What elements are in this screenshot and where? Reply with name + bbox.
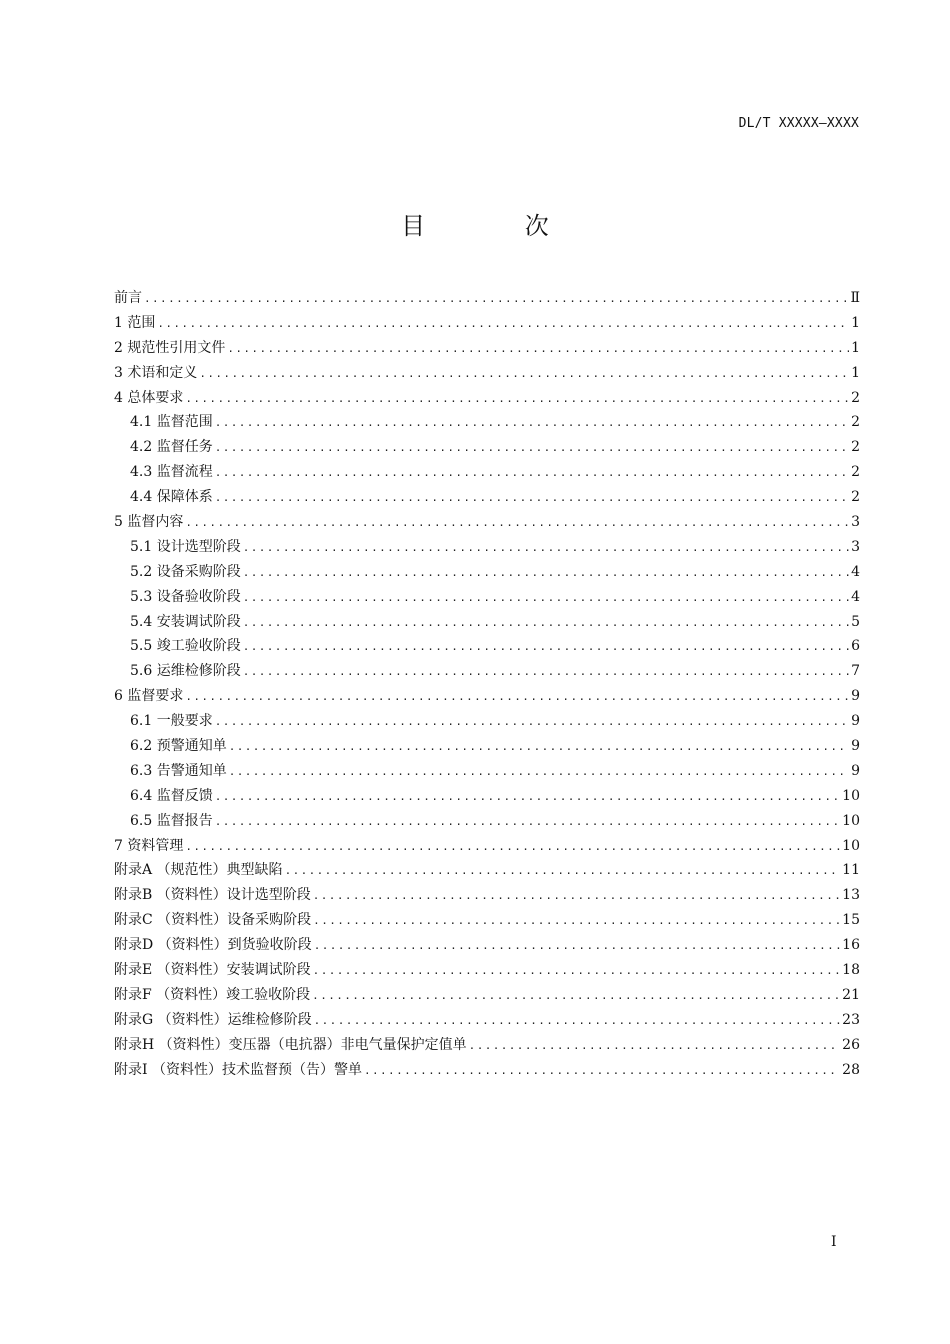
toc-entry[interactable] [114,1058,860,1083]
toc-dot-leader [469,1034,841,1059]
toc-entry[interactable] [114,834,860,859]
toc-entry-page: 9 [851,688,860,705]
toc-entry-label: 5.4 安装调试阶段 [130,613,241,630]
toc-entry[interactable] [114,659,860,684]
toc-entry-page: 5 [851,613,860,630]
toc-entry-label: 附录A （规范性）典型缺陷 [114,862,283,879]
toc-entry-page: 9 [851,762,860,779]
toc-entry[interactable] [114,858,860,883]
toc-entry-page: 23 [842,1011,860,1028]
table-of-contents [114,286,860,1083]
toc-entry[interactable] [114,933,860,958]
toc-entry-page: 4 [851,588,860,605]
toc-entry-page: 2 [851,464,860,481]
toc-title: 目 次 [401,212,595,240]
toc-dot-leader [243,635,849,660]
toc-entry-label: 6.4 监督反馈 [130,787,213,804]
toc-entry[interactable] [114,684,860,709]
toc-dot-leader [215,461,849,486]
toc-entry-page: 6 [851,638,860,655]
toc-entry[interactable] [114,883,860,908]
toc-entry-label: 6.2 预警通知单 [130,738,227,755]
toc-entry-label: 5.3 设备验收阶段 [130,588,241,605]
toc-entry-label: 5.5 竣工验收阶段 [130,638,241,655]
toc-entry-page: 2 [851,439,860,456]
toc-entry-label: 前言 [114,290,142,306]
toc-dot-leader [243,611,849,636]
toc-entry[interactable] [114,435,860,460]
toc-entry-label: 附录E （资料性）安装调试阶段 [114,962,311,979]
toc-entry-label: 4.3 监督流程 [130,464,213,481]
toc-entry-page: 9 [851,738,860,755]
toc-entry-label: 6.3 告警通知单 [130,762,227,779]
toc-dot-leader [229,760,849,785]
toc-entry-page: 16 [842,937,860,954]
toc-dot-leader [313,884,840,909]
toc-entry[interactable] [114,485,860,510]
toc-dot-leader [144,287,848,312]
toc-entry-page: 4 [851,563,860,580]
toc-entry-label: 2 规范性引用文件 [114,339,226,356]
toc-entry-label: 4.1 监督范围 [130,414,213,431]
toc-dot-leader [243,660,849,685]
toc-dot-leader [364,1059,840,1084]
toc-entry-label: 附录D （资料性）到货验收阶段 [114,937,312,954]
toc-dot-leader [314,934,840,959]
toc-entry-page: 9 [851,713,860,730]
toc-entry[interactable] [114,460,860,485]
toc-entry-label: 附录H （资料性）变压器（电抗器）非电气量保护定值单 [114,1036,467,1053]
toc-entry-label: 3 术语和定义 [114,364,198,381]
toc-entry-label: 6 监督要求 [114,688,184,705]
toc-entry-page: 10 [842,787,860,804]
toc-entry-page: 2 [851,389,860,406]
toc-entry-page: Ⅱ [850,290,860,306]
toc-dot-leader [215,411,849,436]
toc-dot-leader [185,387,849,412]
toc-entry-page: 28 [842,1061,860,1078]
page-number: I [831,1234,837,1250]
toc-entry-label: 4.4 保障体系 [130,489,213,506]
toc-entry-page: 1 [851,314,860,331]
toc-dot-leader [215,710,849,735]
toc-entry-page: 15 [842,912,860,929]
toc-entry-label: 5 监督内容 [114,514,184,531]
toc-entry-page: 13 [842,887,860,904]
toc-entry[interactable] [114,361,860,386]
toc-entry[interactable] [114,535,860,560]
toc-dot-leader [313,909,840,934]
toc-dot-leader [215,785,840,810]
toc-entry[interactable] [114,908,860,933]
toc-dot-leader [312,984,840,1009]
toc-entry-page: 11 [842,862,860,879]
toc-entry[interactable] [114,560,860,585]
toc-entry[interactable] [114,610,860,635]
toc-entry[interactable] [114,311,860,336]
toc-entry-page: 3 [851,538,860,555]
toc-entry-page: 2 [851,414,860,431]
toc-dot-leader [243,536,849,561]
toc-entry-page: 26 [842,1036,860,1053]
toc-entry[interactable] [114,510,860,535]
toc-entry[interactable] [114,759,860,784]
toc-dot-leader [185,835,840,860]
toc-entry-page: 2 [851,489,860,506]
toc-dot-leader [229,735,849,760]
toc-entry-page: 10 [842,812,860,829]
toc-dot-leader [215,810,840,835]
toc-dot-leader [185,685,849,710]
toc-entry[interactable] [114,958,860,983]
toc-entry-label: 附录C （资料性）设备采购阶段 [114,912,312,929]
toc-entry-page: 3 [851,514,860,531]
toc-entry[interactable] [114,386,860,411]
document-code: DL/T XXXXX—XXXX [738,116,859,131]
toc-entry-label: 附录G （资料性）运维检修阶段 [114,1011,312,1028]
toc-entry[interactable] [114,336,860,361]
toc-entry[interactable] [114,809,860,834]
toc-entry-label: 1 范围 [114,314,156,331]
toc-entry-label: 5.6 运维检修阶段 [130,663,241,680]
toc-entry[interactable] [114,983,860,1008]
toc-dot-leader [314,1009,841,1034]
toc-entry[interactable] [114,734,860,759]
toc-entry-page: 18 [842,962,860,979]
toc-dot-leader [215,436,849,461]
toc-dot-leader [243,586,849,611]
toc-entry[interactable] [114,1033,860,1058]
toc-entry[interactable] [114,585,860,610]
toc-entry-label: 7 资料管理 [114,837,184,854]
toc-entry-page: 7 [851,663,860,680]
toc-entry-page: 10 [842,837,860,854]
toc-dot-leader [185,511,849,536]
toc-entry[interactable] [114,1008,860,1033]
toc-dot-leader [285,859,841,884]
toc-dot-leader [243,561,849,586]
toc-dot-leader [157,312,849,337]
toc-entry-label: 附录I （资料性）技术监督预（告）警单 [114,1061,362,1078]
toc-dot-leader [227,337,849,362]
toc-entry-label: 附录F （资料性）竣工验收阶段 [114,986,311,1003]
toc-entry-label: 6.5 监督报告 [130,812,213,829]
toc-entry-page: 1 [851,339,860,356]
toc-entry[interactable] [114,784,860,809]
toc-entry-label: 5.2 设备采购阶段 [130,563,241,580]
toc-entry-label: 5.1 设计选型阶段 [130,538,241,555]
toc-entry[interactable] [114,410,860,435]
toc-entry-label: 4.2 监督任务 [130,439,213,456]
toc-dot-leader [313,959,841,984]
toc-entry-page: 1 [851,364,860,381]
toc-entry[interactable] [114,286,860,311]
toc-entry-label: 6.1 一般要求 [130,713,213,730]
toc-entry[interactable] [114,709,860,734]
toc-entry-label: 附录B （资料性）设计选型阶段 [114,887,311,904]
toc-entry-label: 4 总体要求 [114,389,184,406]
toc-entry[interactable] [114,634,860,659]
toc-entry-page: 21 [842,986,860,1003]
toc-dot-leader [199,362,849,387]
toc-dot-leader [215,486,849,511]
